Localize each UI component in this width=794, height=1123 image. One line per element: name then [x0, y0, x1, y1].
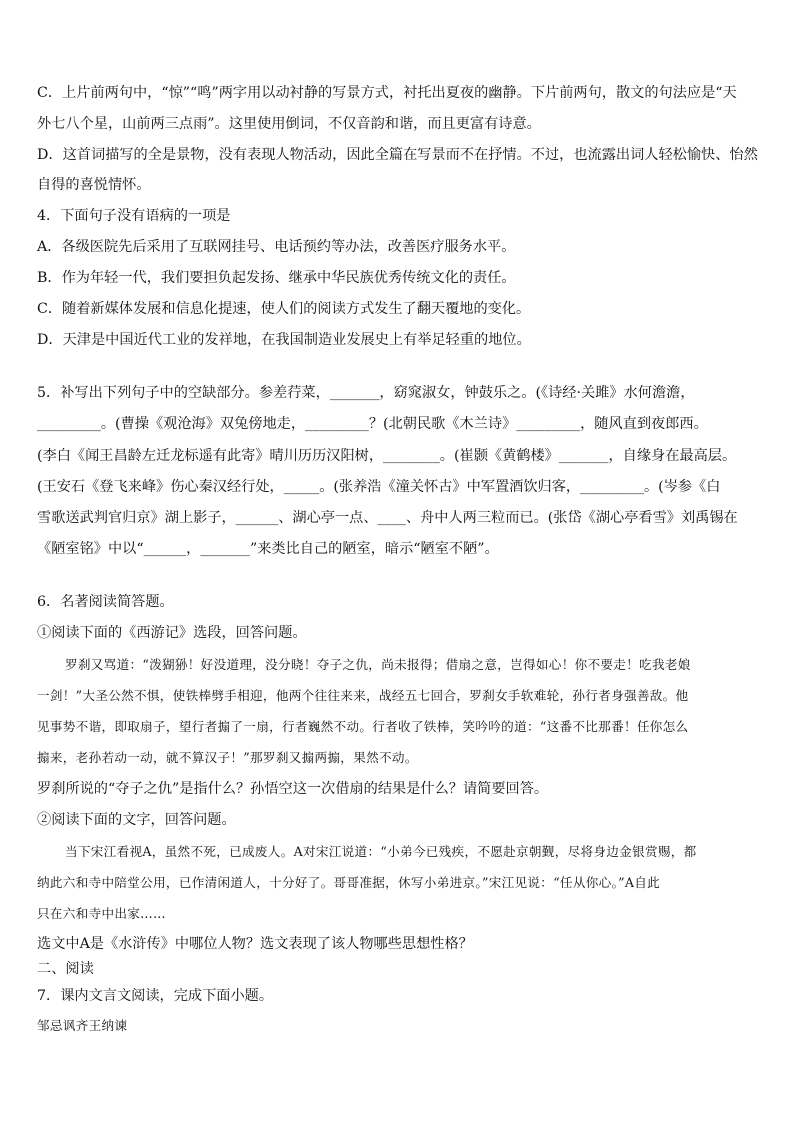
- q3-option-d-line1: D．这首词描写的全是景物，没有表现人物活动，因此全篇在写景而不在抒情。不过，也流露出词人轻松愉快、怡然: [37, 147, 758, 163]
- q4-option-d: D．天津是中国近代工业的发祥地，在我国制造业发展史上有举足轻重的地位。: [37, 332, 531, 348]
- q6-part2-passage-line1: 当下宋江看视A，虽然不死，已成废人。A对宋江说道：“小弟今已残疾，不愿赴京朝觐，尽将身边金银赏赐，都: [65, 844, 697, 859]
- q6-part1-passage-line2: 一剑！”大圣公然不惧，使铁棒劈手相迎，他两个往往来来，战经五七回合，罗刹女手软难轮，孙行者身强善敌。他: [37, 688, 689, 703]
- q5-line6: 《陋室铭》中以“______，_______”来类比自己的陋室，暗示“陋室不陋”。: [37, 541, 499, 557]
- q5-line2: _________。(曹操《观沧海》双兔傍地走，_________？(北朝民歌《木兰诗》_________，随风直到夜郎西。: [37, 416, 708, 432]
- q3-option-d-line2: 自得的喜悦情怀。: [37, 177, 151, 193]
- q4-stem: 4．下面句子没有语病的一项是: [37, 208, 231, 224]
- q6-part1-passage-line4: 搧来，老孙若动一动，就不算汉子！”那罗刹又搧两搧，果然不动。: [37, 750, 418, 765]
- q6-stem: 6．名著阅读简答题。: [37, 594, 174, 610]
- q6-part1-passage-line3: 见事势不谐，即取扇子，望行者搧了一扇，行者巍然不动。行者收了铁棒，笑吟吟的道：“这番不比那番！任你怎么: [37, 719, 689, 734]
- q4-option-c: C．随着新媒体发展和信息化提速，使人们的阅读方式发生了翻天覆地的变化。: [37, 301, 531, 317]
- q4-option-b: B．作为年轻一代，我们要担负起发扬、继承中华民族优秀传统文化的责任。: [37, 270, 516, 286]
- q6-part1-question: 罗刹所说的“夺子之仇”是指什么？孙悟空这一次借扇的结果是什么？请简要回答。: [37, 781, 549, 797]
- q6-part2-question: 选文中A是《水浒传》中哪位人物？选文表现了该人物哪些思想性格？: [37, 936, 473, 952]
- q6-part1-instruction: ①阅读下面的《西游记》选段，回答问题。: [37, 625, 307, 641]
- q7-passage-title: 邹忌讽齐王纳谏: [37, 1018, 128, 1033]
- q5-line4: (王安石《登飞来峰》伤心秦汉经行处，_____。(张养浩《潼关怀古》中军置酒饮归客，_________。(岑参《白: [37, 479, 721, 495]
- q5-line3: (李白《闻王昌龄左迁龙标遥有此寄》晴川历历汉阳树，________。(崔颢《黄鹤楼》_______，自缘身在最高层。: [37, 448, 737, 464]
- q4-option-a: A．各级医院先后采用了互联网挂号、电话预约等办法，改善医疗服务水平。: [37, 239, 516, 255]
- q3-option-c-line1: C．上片前两句中，“惊”“鸣”两字用以动衬静的写景方式，衬托出夏夜的幽静。下片前两句，散文的句法应是“天: [37, 85, 737, 101]
- q5-line5: 雪歌送武判官归京》湖上影子，______、湖心亭一点、____、舟中人两三粒而已。(张岱《湖心亭看雪》刘禹锡在: [37, 510, 738, 526]
- q6-part1-passage-line1: 罗刹又骂道：“泼猢狲！好没道理，没分晓！夺子之仇，尚未报得；借扇之意，岂得如心！你不要走！吃我老娘: [65, 657, 691, 672]
- q5-line1: 5．补写出下列句子中的空缺部分。参差荇菜，_______，窈窕淑女，钟鼓乐之。(《诗经·关雎》水何澹澹，: [37, 385, 695, 401]
- section-title: 二、阅读: [37, 961, 94, 977]
- q6-part2-passage-line3: 只在六和寺中出家……: [37, 906, 166, 921]
- q6-part2-passage-line2: 纳此六和寺中陪堂公用，已作清闲道人，十分好了。哥哥准据，休写小弟进京。”宋江见说：“任从你心。”A自此: [37, 875, 661, 890]
- q6-part2-instruction: ②阅读下面的文字，回答问题。: [37, 812, 236, 828]
- q7-stem: 7．课内文言文阅读，完成下面小题。: [37, 988, 274, 1004]
- q3-option-c-line2: 外七八个星，山前两三点雨”。这里使用倒词，不仅音韵和谐，而且更富有诗意。: [37, 116, 541, 132]
